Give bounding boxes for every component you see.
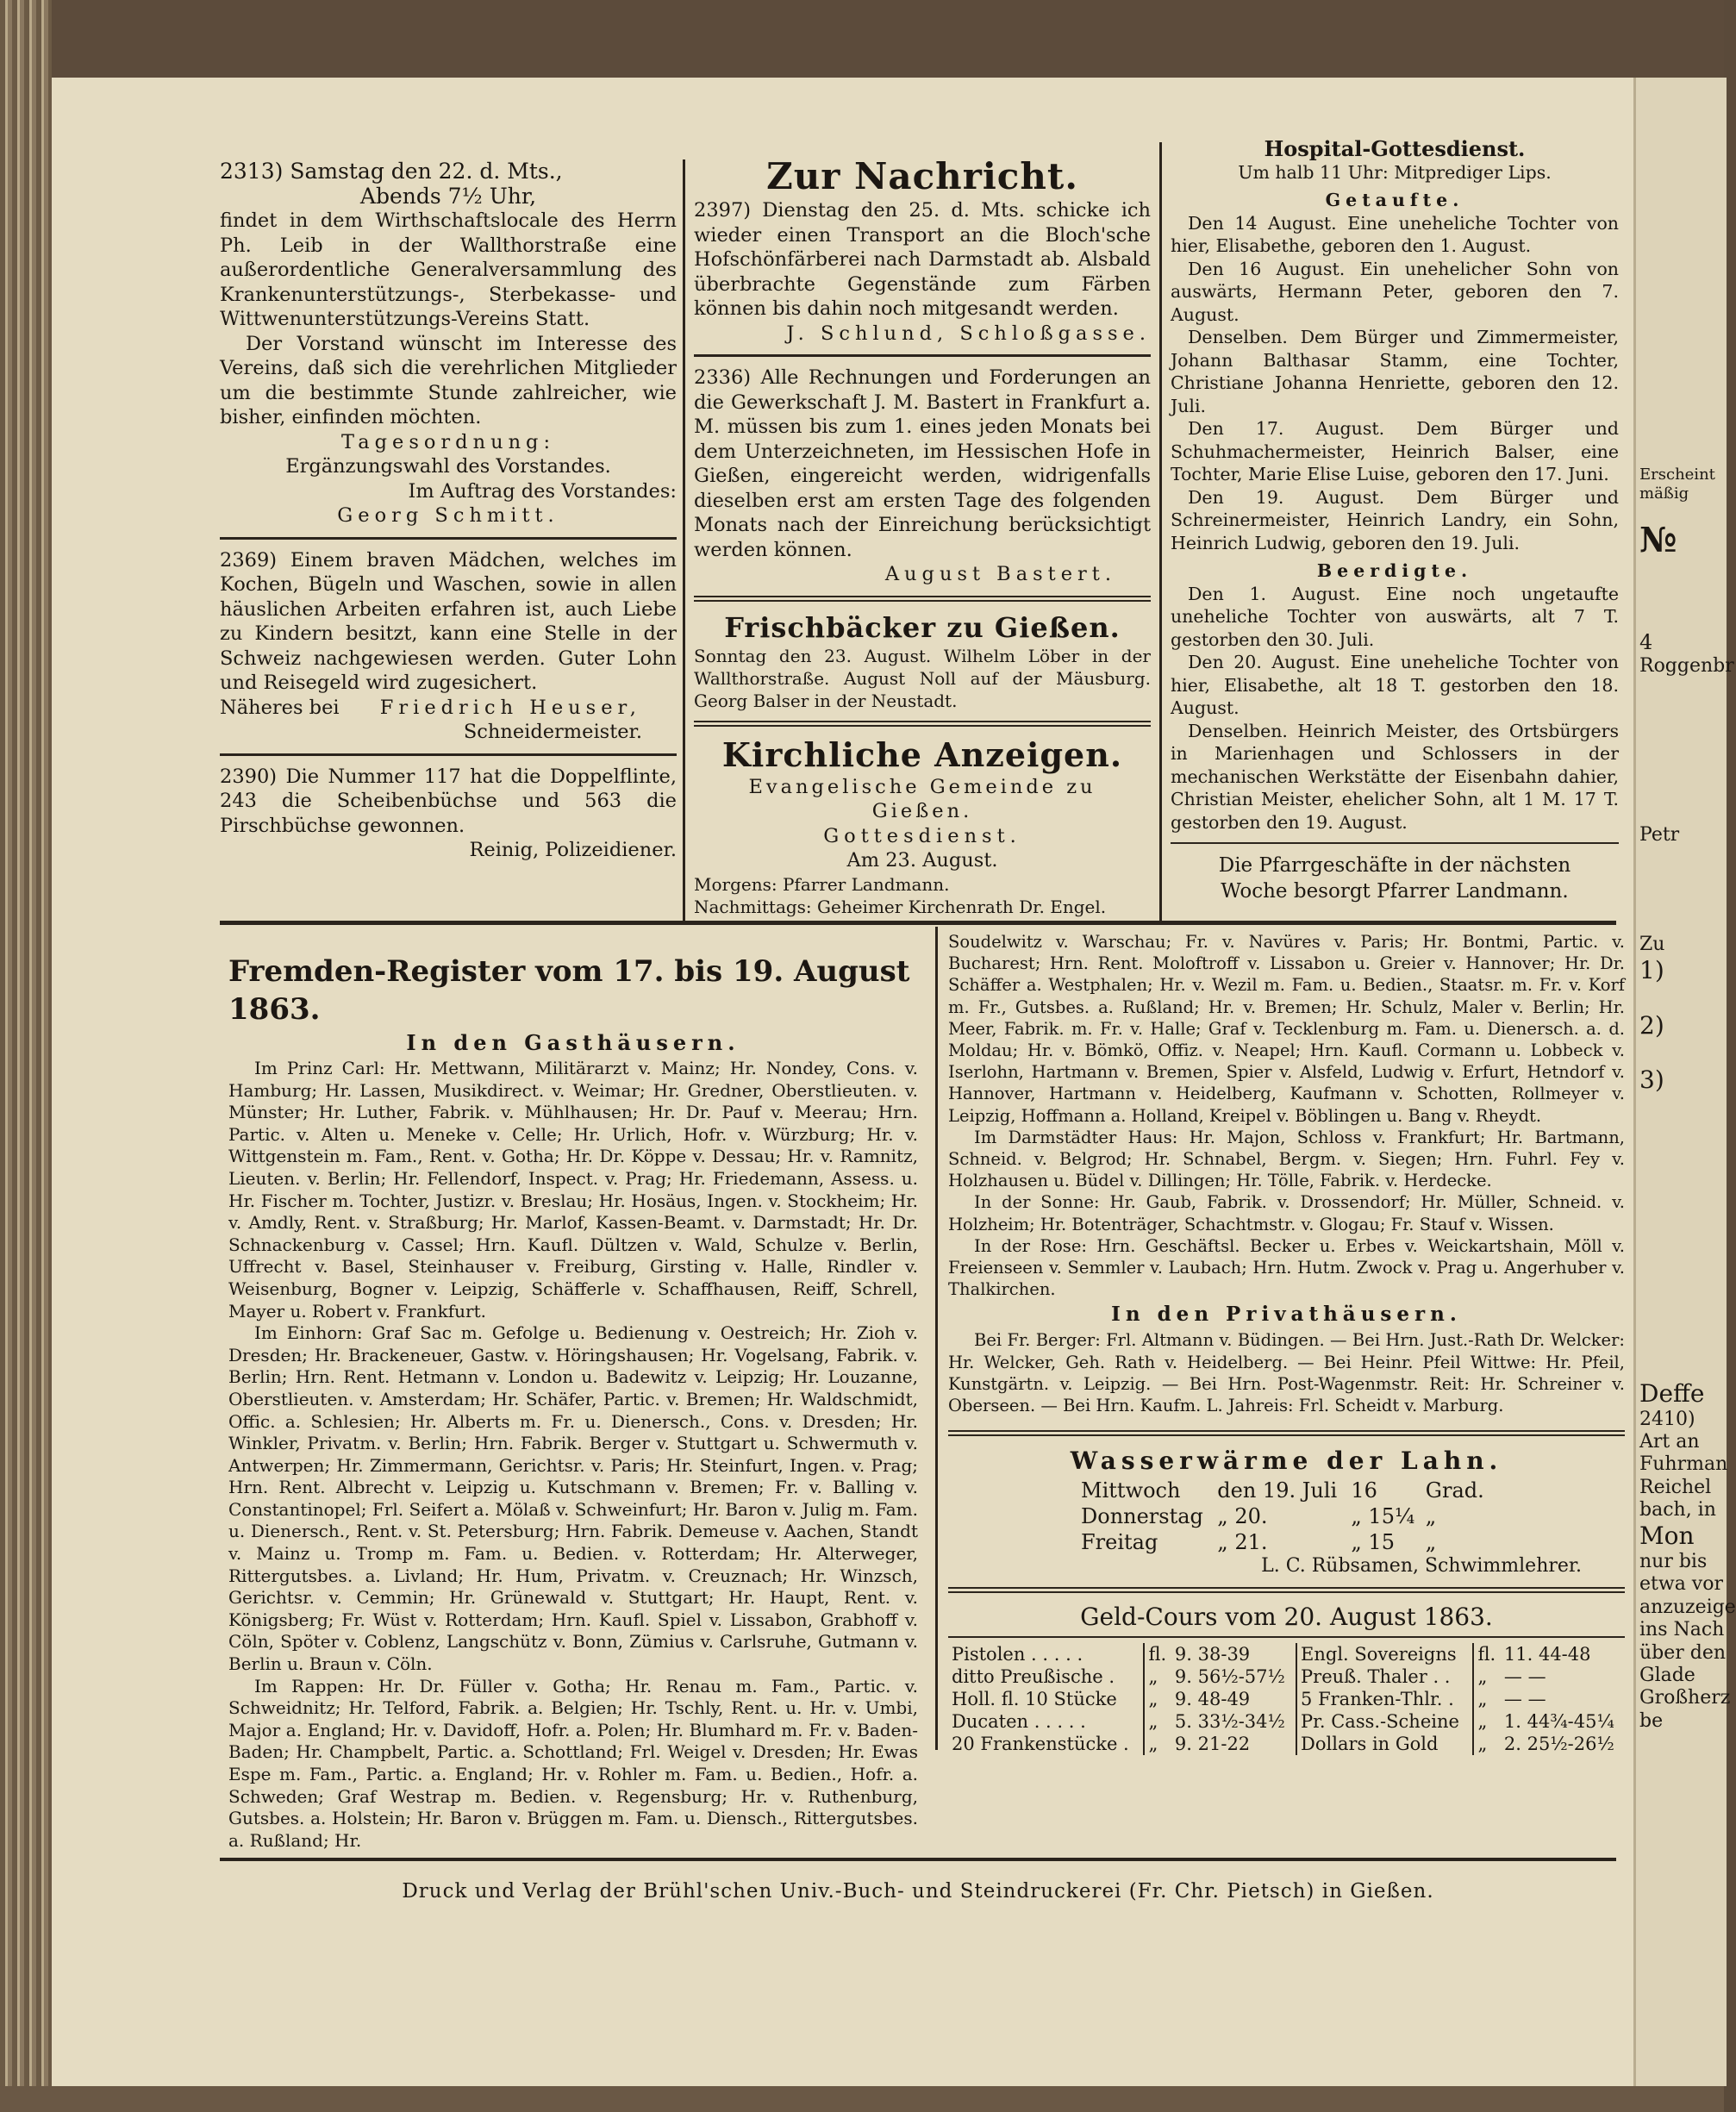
buried-entry: Den 20. August. Eine uneheliche Tochter von hier, Elisabethe, alt 18 T. gestorben den 18. August. (1171, 652, 1619, 718)
adjacent-text: 2) (1639, 1010, 1664, 1040)
adjacent-text: № (1639, 520, 1677, 561)
coin-value: 9. 21-22 (1174, 1734, 1251, 1755)
adjacent-text: ins Nach (1639, 1619, 1725, 1641)
baptized-entry: Den 19. August. Dem Bürger und Schreinermeister, Heinrich Landry, ein Sohn, Heinrich Ludwig, geboren den 19. Juli. (1171, 486, 1619, 553)
adjacent-text: anzuzeige (1639, 1596, 1736, 1618)
adjacent-text: 2410) (1639, 1408, 1695, 1430)
column-rule (1159, 142, 1162, 922)
ad-2390 (220, 765, 677, 863)
divider (220, 537, 677, 540)
water-title: Wasserwärme der Lahn. (1070, 1447, 1503, 1476)
ad-2313-body: findet in dem Wirthschaftslocale des Herrn Ph. Leib in der Wallthorstraße eine außerordentliche Generalversammlung des Krankenunterstützungs-, Sterbekasse- und Wittwenunterstützungs-Vereins Statt. (220, 209, 677, 330)
adjacent-page-text (1636, 78, 1736, 1733)
ad-2313-agenda-head: Tagesordnung: (340, 430, 556, 453)
zur-nachricht-title: Zur Nachricht. (766, 155, 1078, 197)
church-afternoon: Nachmittags: Geheimer Kirchenrath Dr. Engel. (694, 896, 1107, 917)
inns-head: In den Gasthäusern. (406, 1030, 740, 1055)
course-table (948, 1643, 1625, 1755)
church-date: Am 23. August. (846, 849, 998, 872)
coin-value: 5. 33½-34½ (1174, 1711, 1285, 1733)
double-divider (694, 721, 1151, 727)
water-day: Freitag (1081, 1530, 1158, 1555)
double-divider (694, 596, 1151, 602)
adjacent-text: Großherz (1639, 1687, 1731, 1709)
ad-2369-more-label: Näheres bei (220, 696, 340, 719)
coin-value: 2. 25½-26½ (1503, 1734, 1614, 1755)
coin-name: 20 Frankenstücke . (952, 1734, 1129, 1755)
divider (1171, 842, 1619, 844)
course-row (948, 1688, 1625, 1710)
ad-2313-agenda: Ergänzungswahl des Vorstandes. (285, 455, 611, 478)
buried-list (1171, 583, 1619, 834)
divider (948, 1636, 1625, 1638)
adjacent-text: Petr (1639, 824, 1680, 847)
baptized-list (1171, 212, 1619, 555)
divider (694, 354, 1151, 357)
register-entry: Soudelwitz v. Warschau; Fr. v. Navüres v. Paris; Hr. Bontmi, Partic. v. Bucharest; Hrn. Rent. Moloftroff v. Lissabon u. Greier v. Hannover; Hr. Dr. Schäffer a. Westphalen; Hr. v. Wezil m. Fam. u. Bedien., Staatsr. m. Fr. v. Korf m. Fr., Gutsbes. a. Rußland; Hr. v. Bremen; Hr. Schulz, Maler v. Berlin; Hr. Meer, Fabrik. m. Fr. v. Halle; Graf v. Tecklenburg m. Fam. u. Dienersch. a. d. Moldau; Hr. v. Bömkö, Offiz. v. Neapel; Hrn. Kaufl. Cormann u. Lobbeck v. Iserlohn, Hartmann v. Bremen, Spier v. Alsfeld, Ludwig v. Erfurt, Hetndorf v. Hannover, Hartmann v. Heidelberg, Kaufmann v. Schotten, Rollmeyer v. Leipzig, Hoffmann a. Holland, Kreipel v. Böblingen u. Bang v. Rheydt. (948, 932, 1625, 1126)
ad-2369-more (220, 696, 677, 721)
coin-currency: „ (1473, 1665, 1500, 1688)
coin-value: — — (1503, 1689, 1546, 1710)
water-row (1077, 1478, 1491, 1503)
coin-value: 9. 48-49 (1174, 1689, 1251, 1710)
water-value: „ 15¼ (1351, 1504, 1415, 1529)
ad-2369-body: 2369) Einem braven Mädchen, welches im Kochen, Bügeln und Waschen, sowie in allen häuslichen Arbeiten erfahren ist, auch Liebe zu Kindern besitzt, kann eine Stelle in der Schweiz nachgewiesen werden. Guter Lohn und Reisegeld wird zugesichert. (220, 548, 677, 694)
ad-2313-heading: 2313) Samstag den 22. d. Mts., (220, 159, 563, 184)
register-entry: Im Darmstädter Haus: Hr. Majon, Schloss v. Frankfurt; Hr. Bartmann, Schneid. v. Belgrod; Hr. Schnabel, Bergm. v. Siegen; Hrn. Fuhrl. Fey v. Holzhausen u. Büdel v. Dillingen; Hr. Tölle, Fabrik. v. Herdecke. (948, 1127, 1625, 1191)
coin-name: Holl. fl. 10 Stücke (952, 1689, 1117, 1710)
baker-title: Frischbäcker zu Gießen. (724, 610, 1121, 644)
adjacent-text: Mon (1639, 1522, 1695, 1551)
register-entry: Im Einhorn: Graf Sac m. Gefolge u. Bedienung v. Oestreich; Hr. Zioh v. Dresden; Hr. Brackeneuer, Gastw. v. Höringshausen; Hr. Vogelsang, Fabrik. v. Berlin; Hrn. Rent. Hetmann v. London u. Badewitz v. Leipzig; Hr. Louzanne, Oberstlieuten. v. Amsterdam; Hr. Schäfer, Partic. v. Bremen; Hr. Waldschmidt, Offic. a. Schlesien; Hr. Alberts m. Fr. u. Dienersch., Cons. v. Dresden; Hr. Winkler, Privatm. v. Berlin; Hrn. Fabrik. Berger v. Stuttgart u. Schwermuth v. Antwerpen; Hr. Zimmermann, Gerichtsr. v. Paris; Hr. Steinfurt, Ingen. v. Prag; Hrn. Rent. Albrecht v. Leipzig u. Kutschmann v. Bremen; Fr. v. Balling v. Constantinopel; Frl. Seifert a. Mölaß v. Schweinfurt; Hr. Baron v. Julig m. Fam. u. Dienersch., Rent. v. St. Petersburg; Hrn. Fabrik. Demeuse v. Aachen, Standt v. Mainz u. Tromp m. Fam. u. Bedien. v. Rotterdam; Hr. Alterweger, Rittergutsbes. a. Livland; Hr. Hum, Privatm. v. Creuznach; Hr. Winzsch, Gerichtsr. v. Cemmin; Hr. Grünewald v. Stuttgart; Hr. Haupt, Rent. v. Königsberg; Fr. Wüst v. Rotterdam; Hrn. Kaufl. Spiel v. Lissabon, Grabhoff v. Cöln, Spöter v. Coblenz, Langschütz v. Bonn, Zümius v. Carlsruhe, Gutmann v. Berlin u. Braun v. Cöln. (228, 1322, 918, 1675)
coin-currency: „ (1473, 1733, 1500, 1755)
adjacent-text: Roggenbr (1639, 654, 1734, 677)
column-1 (220, 159, 677, 863)
register-right (948, 931, 1625, 1755)
water-date: „ 21. (1217, 1530, 1268, 1555)
section-rule (220, 921, 1616, 925)
adjacent-text: Erscheint (1639, 466, 1715, 484)
baptized-title: Getaufte. (1325, 190, 1464, 210)
money-course (948, 1602, 1625, 1755)
footer-rule (220, 1858, 1616, 1861)
register-private: Bei Fr. Berger: Frl. Altmann v. Büdingen. — Bei Hrn. Just.-Rath Dr. Welcker: Hr. Welcker, Geh. Rath v. Heidelberg. — Bei Heinr. Pfeil Wittwe: Hr. Pfeil, Kunstgärtn. v. Leipzig. — Bei Hrn. Post-Wagenmstr. Reit: Hr. Schreiner v. Oberseen. — Bei Hrn. Kaufm. L. Jahreis: Frl. Scheidt v. Marburg. (948, 1330, 1625, 1416)
water-day: Mittwoch (1081, 1478, 1181, 1503)
baker-notice (694, 610, 1151, 712)
adjacent-text: über den (1639, 1641, 1727, 1664)
register-left (228, 953, 918, 1852)
ad-2336-body: 2336) Alle Rechnungen und Forderungen an die Gewerkschaft J. M. Bastert in Frankfurt a. M. müssen bis zum 1. eines jeden Monats bei dem Unterzeichneten, im Hessischen Hofe in Gießen, eingereicht werden, widrigenfalls dieselben erst am ersten Tage des folgenden Monats nach der Einreichung berücksichtigt werden können. (694, 366, 1151, 561)
ad-2369-sign2: Schneidermeister. (463, 721, 642, 743)
water-value: 16 (1351, 1478, 1377, 1503)
divider (220, 753, 677, 756)
coin-currency: „ (1473, 1710, 1500, 1733)
course-row (948, 1710, 1625, 1733)
ad-2369-sign1: Friedrich Heuser, (379, 696, 641, 719)
church-notices (694, 735, 1151, 918)
course-title: Geld-Cours vom 20. August 1863. (1080, 1603, 1493, 1632)
water-unit: Grad. (1425, 1478, 1484, 1503)
water-unit: „ (1425, 1504, 1437, 1529)
coin-currency: „ (1144, 1665, 1171, 1688)
adjacent-page-edge (1633, 78, 1736, 2086)
column-rule (935, 927, 938, 1750)
adjacent-text: mäßig (1639, 484, 1689, 503)
adjacent-text: bach, in (1639, 1499, 1716, 1522)
column-rule (683, 159, 685, 922)
adjacent-text: Deffe (1639, 1378, 1705, 1408)
water-sign: L. C. Rübsamen, Schwimmlehrer. (1261, 1555, 1582, 1578)
ad-2397-sign: J. Schlund, Schloßgasse. (786, 322, 1151, 345)
book-spine-edge (0, 0, 52, 2112)
church-title: Kirchliche Anzeigen. (721, 734, 1123, 774)
register-entry: In der Rose: Hrn. Geschäftsl. Becker u. Erbes v. Weickartshain, Möll v. Freienseen v. Semmler v. Laubach; Hrn. Hutm. Zwock v. Prag u. Angerhuber v. Thalkirchen. (948, 1235, 1625, 1300)
coin-value: 1. 44¾-45¼ (1503, 1711, 1614, 1733)
coin-currency: „ (1473, 1688, 1500, 1710)
baker-body: Sonntag den 23. August. Wilhelm Löber in der Wallthorstraße. August Noll auf der Mäusburg. Georg Balser in der Neustadt. (694, 645, 1151, 711)
adjacent-text: 1) (1639, 956, 1664, 985)
hospital-title: Hospital-Gottesdienst. (1264, 136, 1526, 161)
ad-2397 (694, 198, 1151, 346)
coin-name: ditto Preußische . (952, 1666, 1115, 1688)
register-entry: Im Prinz Carl: Hr. Mettwann, Militärarzt v. Mainz; Hr. Nondey, Cons. v. Hamburg; Hr. Lassen, Musikdirect. v. Weimar; Hr. Gredner, Oberstlieuten. v. Münster; Hr. Luther, Fabrik. v. Mühlhausen; Hr. Dr. Pauf v. Meerau; Hrn. Partic. v. Alten u. Meneke v. Celle; Hr. Urlich, Hofr. v. Würzburg; Hr. v. Wittgenstein m. Fam., Rent. v. Gotha; Hr. Dr. Köppe v. Dessau; Hr. v. Ramnitz, Lieuten. v. Berlin; Hr. Fellendorf, Inspect. v. Prag; Hr. Friedemann, Assess. u. Hr. Fischer m. Tochter, Justizr. v. Breslau; Hr. Hosäus, Ingen. v. Stockheim; Hr. v. Amdly, Rent. v. Straßburg; Hr. Marlof, Kassen-Beamt. v. Darmstadt; Hr. Dr. Schnackenburg v. Cassel; Hrn. Kaufl. Dültzen v. Wald, Schulze v. Berlin, Uffrecht v. Basel, Steinhauser v. Freiburg, Girsting v. Halle, Rindler v. Weisenburg, Bogner v. Leipzig, Schäfferle v. Schaffhausen, Reiff, Schrell, Mayer u. Robert v. Frankfurt. (228, 1058, 918, 1322)
course-row (948, 1643, 1625, 1665)
pastoral-note: Die Pfarrgeschäfte in der nächsten Woche besorgt Pfarrer Landmann. (1218, 854, 1571, 903)
adjacent-text: Art an (1639, 1430, 1700, 1453)
adjacent-text: Zu (1639, 933, 1665, 955)
coin-name: Dollars in Gold (1296, 1733, 1473, 1755)
imprint: Druck und Verlag der Brühl'schen Univ.-Buch- und Steindruckerei (Fr. Chr. Pietsch) in Gießen. (402, 1880, 1434, 1903)
water-table (1077, 1478, 1491, 1555)
coin-value: 9. 56½-57½ (1174, 1666, 1285, 1688)
ad-2336-sign: August Bastert. (884, 563, 1116, 585)
coin-currency: „ (1144, 1733, 1171, 1755)
scan-background-bottom (0, 2086, 1724, 2112)
coin-value: 9. 38-39 (1174, 1644, 1251, 1665)
water-row (1077, 1503, 1491, 1529)
adjacent-text: Glade (1639, 1665, 1695, 1687)
coin-value: — — (1503, 1666, 1546, 1688)
coin-name: Preuß. Thaler . . (1296, 1665, 1473, 1688)
coin-currency: fl. (1144, 1643, 1171, 1665)
course-row (948, 1665, 1625, 1688)
double-divider (948, 1587, 1625, 1593)
scan-background-top (0, 0, 1724, 78)
adjacent-text: Reichel (1639, 1476, 1712, 1498)
baptized-entry: Denselben. Dem Bürger und Zimmermeister, Johann Balthasar Stamm, eine Tochter, Christiane Johanna Henriette, geboren den 12. Juli. (1171, 327, 1619, 416)
ad-2313-time: Abends 7½ Uhr, (359, 183, 537, 209)
column-2 (694, 155, 1151, 918)
buried-entry: Den 1. August. Eine noch ungetaufte uneheliche Tochter von auswärts, alt 7 T. gestorben den 30. Juli. (1171, 583, 1619, 650)
adjacent-text: nur bis (1639, 1551, 1708, 1573)
coin-currency: fl. (1473, 1643, 1500, 1665)
coin-name: Engl. Sovereigns (1296, 1643, 1473, 1665)
church-service: Gottesdienst. (823, 824, 1021, 847)
ad-2397-body: 2397) Dienstag den 25. d. Mts. schicke ich wieder einen Transport an die Bloch'sche Hofschönfärberei nach Darmstadt ab. Alsbald überbrachte Gegenstände zum Färben können bis dahin noch mitgesandt werden. (694, 199, 1151, 320)
hospital-line: Um halb 11 Uhr: Mitprediger Lips. (1238, 161, 1552, 183)
coin-name: Ducaten . . . . . (952, 1711, 1086, 1733)
water-row (1077, 1529, 1491, 1555)
water-temperature (948, 1445, 1625, 1577)
church-morning: Morgens: Pfarrer Landmann. (694, 873, 950, 895)
ad-2336 (694, 366, 1151, 587)
ad-2313-sign1: Im Auftrag des Vorstandes: (408, 479, 677, 503)
church-sub: Evangelische Gemeinde zu Gießen. (748, 775, 1096, 822)
water-unit: „ (1425, 1530, 1437, 1555)
ad-2390-sign: Reinig, Polizeidiener. (469, 839, 677, 861)
ad-2313 (220, 159, 677, 528)
buried-title: Beerdigte. (1316, 560, 1473, 581)
coin-currency: „ (1144, 1688, 1171, 1710)
column-3 (1171, 138, 1619, 904)
buried-entry: Denselben. Heinrich Meister, des Ortsbürgers in Marienhagen und Schlossers in der mechanischen Werkstätte der Eisenbahn dahier, Christian Meister, ehelicher Sohn, alt 1 M. 17 T. gestorben den 19. August. (1171, 720, 1619, 833)
private-head: In den Privathäusern. (1111, 1303, 1462, 1327)
coin-value: 11. 44-48 (1503, 1644, 1591, 1665)
ad-2313-sign2: Georg Schmitt. (337, 504, 559, 527)
register-title: Fremden-Register vom 17. bis 19. August 1863. (228, 954, 910, 1027)
adjacent-text: be (1639, 1709, 1664, 1732)
ad-2390-body: 2390) Die Nummer 117 hat die Doppelflinte, 243 die Scheibenbüchse und 563 die Pirschbüchse gewonnen. (220, 765, 677, 837)
water-date: „ 20. (1217, 1504, 1268, 1529)
register-entry: In der Sonne: Hr. Gaub, Fabrik. v. Drossendorf; Hr. Müller, Schneid. v. Holzheim; Hr. Botenträger, Schachtmstr. v. Glogau; Fr. Stauf v. Wissen. (948, 1192, 1625, 1234)
adjacent-text: etwa vor (1639, 1573, 1723, 1596)
coin-currency: „ (1144, 1710, 1171, 1733)
baptized-entry: Den 16 August. Ein unehelicher Sohn von auswärts, Hermann Peter, geboren den 7. August. (1171, 258, 1619, 325)
water-day: Donnerstag (1081, 1504, 1203, 1529)
adjacent-text: 3) (1639, 1065, 1664, 1095)
adjacent-text: Fuhrman (1639, 1453, 1728, 1476)
water-date: den 19. Juli (1217, 1478, 1338, 1503)
ad-2313-body2: Der Vorstand wünscht im Interesse des Vereins, daß sich die verehrlichen Mitglieder um die bestimmte Stunde zahlreicher, wie bisher, einfinden möchten. (220, 332, 677, 428)
double-divider (948, 1430, 1625, 1436)
water-value: „ 15 (1351, 1530, 1395, 1555)
course-row (948, 1733, 1625, 1755)
register-entry: Im Rappen: Hr. Dr. Füller v. Gotha; Hr. Renau m. Fam., Partic. v. Schweidnitz; Hr. Telford, Fabrik. a. Belgien; Hr. Tschly, Rent. u. Hr. v. Umbi, Major a. England; Hr. v. Davidoff, Hofr. a. Polen; Hr. Blumhard m. Fr. v. Baden-Baden; Hr. Champbelt, Partic. a. Schottland; Frl. Weigel v. Dresden; Hr. Ewas Espe m. Fam., Partic. a. England; Hr. v. Rohler m. Fam. u. Bedien., Hofr. a. Schweden; Graf Westrap m. Bedien. v. Regensburg; Hr. v. Ruthenburg, Gutsbes. a. Holstein; Hr. Baron v. Brüggen m. Fam. u. Diensch., Rittergutsbes. a. Rußland; Hr. (228, 1675, 918, 1851)
coin-name: Pistolen . . . . . (952, 1644, 1083, 1665)
baptized-entry: Den 17. August. Dem Bürger und Schuhmachermeister, Heinrich Balser, eine Tochter, Marie Elise Luise, geboren den 17. Juni. (1171, 418, 1619, 484)
coin-name: 5 Franken-Thlr. . (1296, 1688, 1473, 1710)
ad-2369 (220, 548, 677, 745)
coin-name: Pr. Cass.-Scheine (1296, 1710, 1473, 1733)
baptized-entry: Den 14 August. Eine uneheliche Tochter von hier, Elisabethe, geboren den 1. August. (1171, 212, 1619, 256)
adjacent-text: 4 (1639, 630, 1653, 655)
